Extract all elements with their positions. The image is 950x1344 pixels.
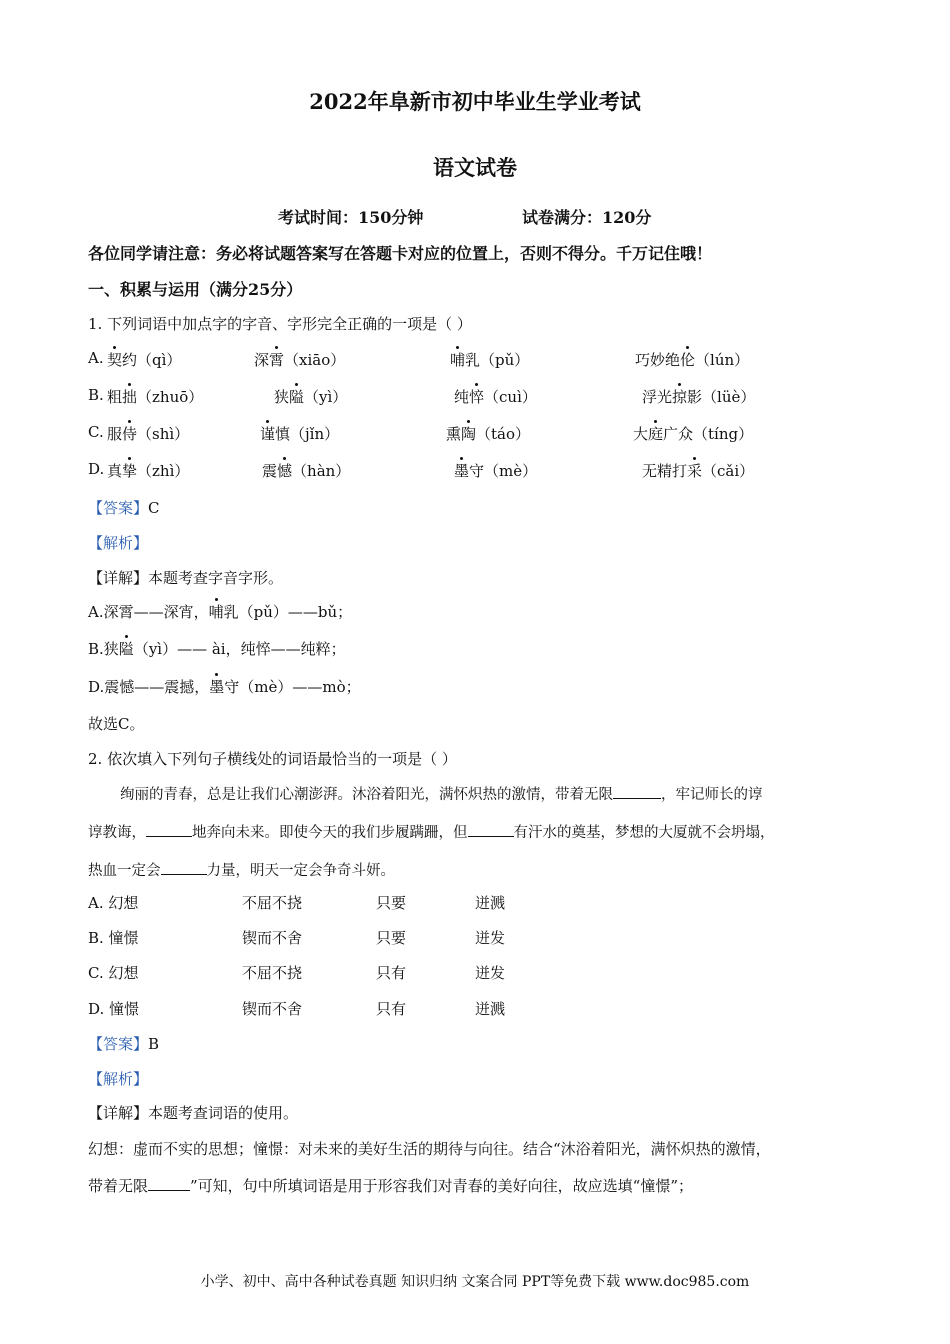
dotted-char: 拙 [122,388,138,406]
dotted-char: 墨 [454,462,470,480]
q1-option-a-label: A. [88,349,104,367]
section-heading: 一、积累与运用（满分25分） [88,280,303,299]
q2-option-a-word-3: 只要 [376,894,407,912]
q2-option-d-label: D. 憧憬 [88,1000,140,1018]
q2-explain-line-1: 幻想：虚而不实的思想；憧憬：对未来的美好生活的期待与向往。结合“沐浴着阳光，满怀炽热的激情， [88,1140,771,1158]
q1-option-c-label: C. [88,423,104,441]
dotted-char: 憾 [277,462,293,480]
q1-explain-a: A.深霄——深宵，哺乳（pǔ）——bǔ； [88,603,353,621]
dotted-char: 掠 [672,388,688,406]
page-footer: 小学、初中、高中各种试卷真题 知识归纳 文案合同 PPT等免费下载 www.doc985.com [200,1274,750,1290]
q2-passage-line-2: 谆教诲， 地奔向未来。即使今天的我们步履蹒跚，但 有汗水的奠基，梦想的大厦就不会坍塌， [88,821,775,842]
q1-option-b-label: B. [88,386,104,404]
exam-title: 2022年阜新市初中毕业生学业考试 [309,89,641,114]
dotted-char: 挚 [122,462,138,480]
paper-subtitle: 语文试卷 [433,155,517,180]
q1-option-b-word-3: 纯悴（cuì） [454,388,537,406]
q2-option-c-label: C. 幻想 [88,964,139,982]
q2-option-a-label: A. 幻想 [88,894,139,912]
q2-option-d-word-4: 迸溅 [475,1000,506,1018]
dotted-char: 哺 [208,603,224,621]
blank-line [161,860,207,875]
q1-option-a-word-3: 哺乳（pǔ） [450,351,530,369]
q1-option-a-word-2: 深霄（xiāo） [254,351,346,369]
q1-answer: 【答案】C [88,499,160,517]
q2-option-a-word-4: 迸溅 [475,894,506,912]
q1-option-d-word-2: 震憾（hàn） [262,462,351,480]
dotted-char: 契 [107,351,123,369]
q2-option-c-word-3: 只有 [376,964,407,982]
q2-option-b-word-2: 锲而不舍 [242,929,303,947]
q2-passage-line-1: 绚丽的青春，总是让我们心潮澎湃。沐浴着阳光，满怀炽热的激情，带着无限 ，牢记师长的谆 [120,783,763,804]
q1-option-d-label: D. [88,460,105,478]
q1-analysis-tag: 【解析】 [88,534,149,552]
q2-option-b-word-3: 只要 [376,929,407,947]
dotted-char: 采 [687,462,703,480]
full-score: 试卷满分：120分 [522,208,652,227]
question-2-stem: 2. 依次填入下列句子横线处的词语最恰当的一项是（ ） [88,750,457,768]
question-1-stem: 1. 下列词语中加点字的字音、字形完全正确的一项是（ ） [88,315,472,333]
q2-option-c-word-2: 不屈不挠 [242,964,303,982]
dotted-char: 霄 [269,351,285,369]
q1-option-b-word-2: 狭隘（yì） [274,388,348,406]
q2-explain-line-2: 带着无限 ”可知，句中所填词语是用于形容我们对青春的美好向往，故应选填“憧憬”； [88,1177,694,1195]
blank-line [468,822,514,837]
dotted-char: 隘 [118,640,134,658]
exam-time: 考试时间：150分钟 [278,208,424,227]
q2-passage-line-3: 热血一定会 力量，明天一定会争奇斗妍。 [88,859,395,880]
q1-option-d-word-3: 墨守（mè） [454,462,538,480]
dotted-char: 陶 [461,425,477,443]
q2-option-a-word-2: 不屈不挠 [242,894,303,912]
blank-line [613,784,661,799]
blank-line [148,1176,190,1191]
q1-option-a-word-1: 契约（qì） [107,351,182,369]
q1-option-c-word-1: 服侍（shì） [107,425,190,443]
q1-detail: 【详解】本题考查字音字形。 [88,569,284,587]
q1-option-b-word-4: 浮光掠影（lüè） [642,388,756,406]
q2-option-d-word-2: 锲而不舍 [242,1000,303,1018]
q1-option-c-word-2: 谨慎（jǐn） [260,425,340,443]
dotted-char: 隘 [289,388,305,406]
q2-option-c-word-4: 迸发 [475,964,506,982]
q2-option-b-word-4: 迸发 [475,929,506,947]
dotted-char: 伦 [680,351,696,369]
q1-option-d-word-1: 真挚（zhì） [107,462,190,480]
q1-option-d-word-4: 无精打采（cǎi） [642,462,755,480]
q1-explain-b: B.狭隘（yì）—— ài，纯悴——纯粹； [88,640,346,658]
dotted-char: 侍 [122,425,138,443]
q1-option-a-word-4: 巧妙绝伦（lún） [635,351,750,369]
answer-tag: 【答案】 [88,1035,149,1053]
dotted-char: 墨 [209,678,225,696]
q2-analysis-tag: 【解析】 [88,1070,149,1088]
q1-explain-d: D.震憾——震撼，墨守（mè）——mò； [88,678,361,696]
blank-line [146,822,192,837]
dotted-char: 哺 [450,351,466,369]
q1-conclusion: 故选C。 [88,715,145,733]
dotted-char: 谨 [260,425,276,443]
q1-option-c-word-3: 熏陶（táo） [446,425,531,443]
q2-option-b-label: B. 憧憬 [88,929,139,947]
q2-answer: 【答案】B [88,1035,160,1053]
q1-option-b-word-1: 粗拙（zhuō） [107,388,204,406]
q2-option-d-word-3: 只有 [376,1000,407,1018]
notice: 各位同学请注意：务必将试题答案写在答题卡对应的位置上，否则不得分。千万记住哦！ [88,244,713,263]
dotted-char: 庭 [648,425,664,443]
q1-option-c-word-4: 大庭广众（tíng） [633,425,754,443]
answer-tag: 【答案】 [88,499,149,517]
dotted-char: 悴 [469,388,485,406]
q2-detail: 【详解】本题考查词语的使用。 [88,1104,299,1122]
